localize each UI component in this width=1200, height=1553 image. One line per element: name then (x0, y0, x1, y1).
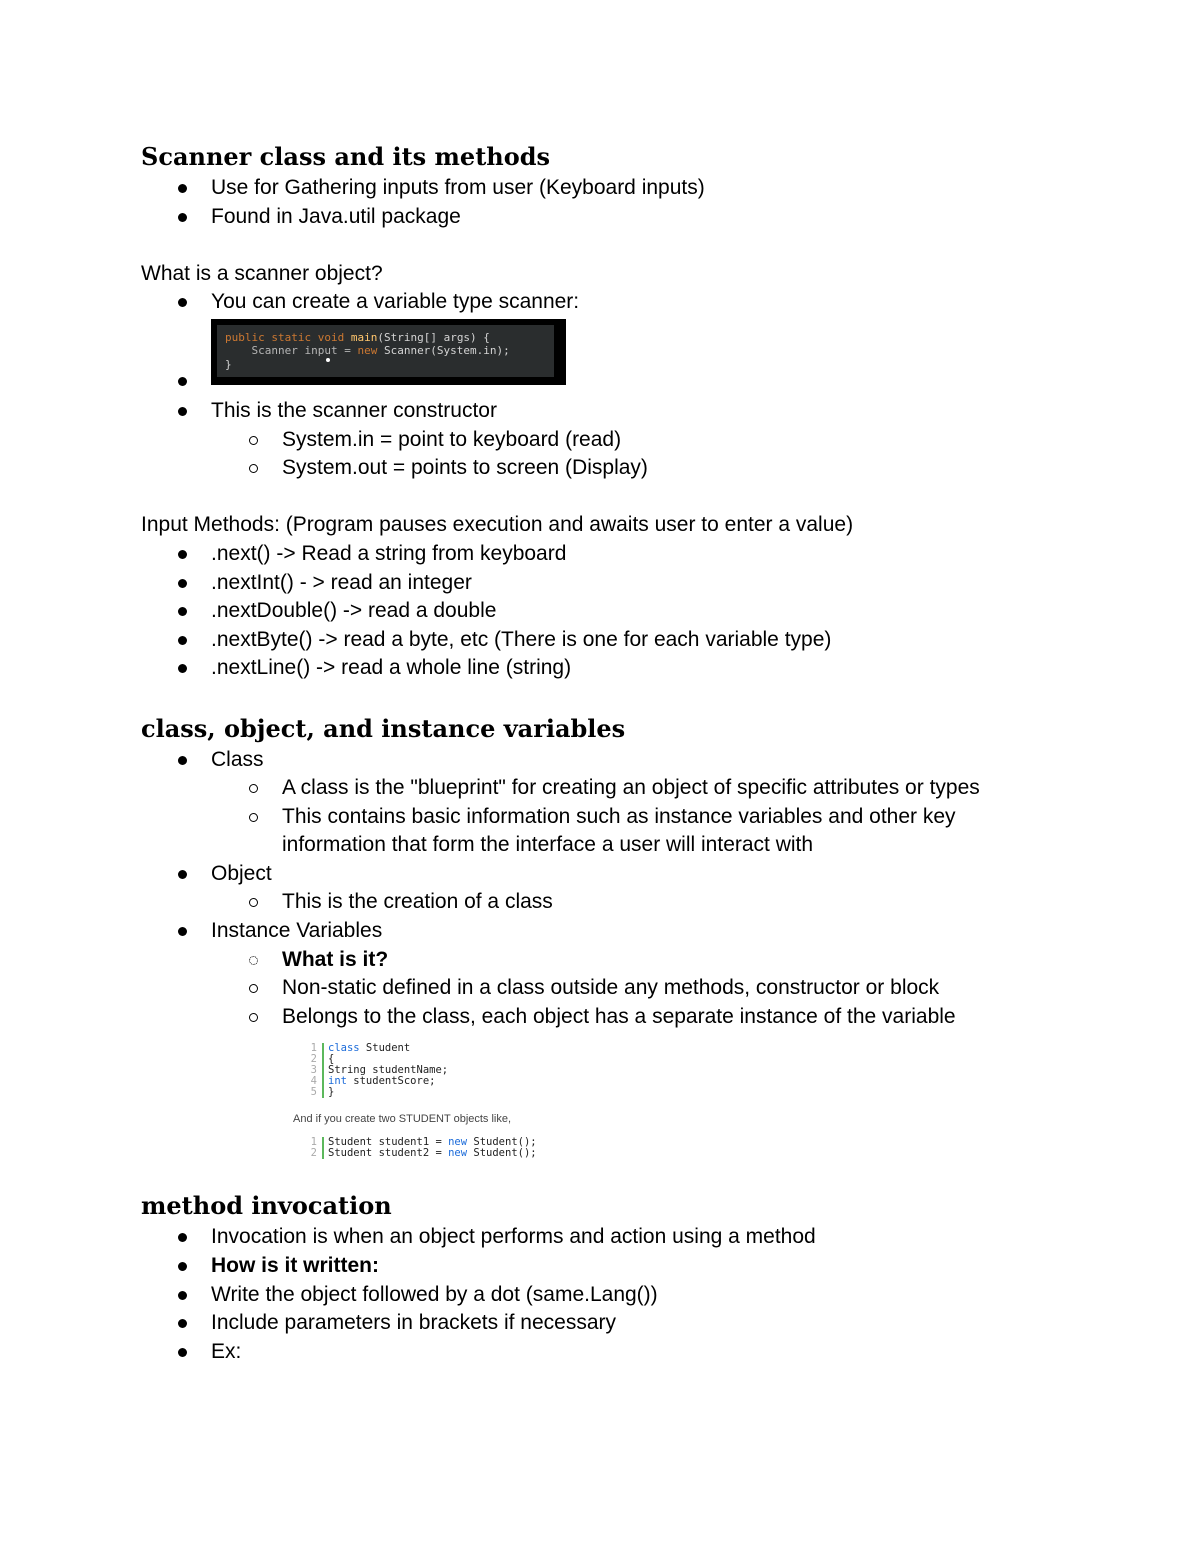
list-item: .nextInt() - > read an integer (141, 569, 1041, 598)
section-heading-class-object: class, object, and instance variables (141, 713, 626, 743)
list-item: Ex: (141, 1338, 1041, 1367)
hollow-bullet-icon (249, 956, 258, 965)
list-item: This is the creation of a class (141, 888, 1041, 917)
list-item: .next() -> Read a string from keyboard (141, 540, 1041, 569)
list-item: Include parameters in brackets if necessary (141, 1309, 1041, 1338)
list-item: Instance Variables (141, 917, 1041, 946)
code-screenshot-student (293, 1042, 565, 1163)
mouse-cursor-icon (326, 358, 330, 362)
list-item: .nextDouble() -> read a double (141, 597, 1041, 626)
bullet-icon (178, 1262, 187, 1271)
list-item: What is it? (141, 946, 1041, 975)
bullet-icon (178, 550, 187, 559)
code-block: public static void main(String[] args) { Scanner input = new Scanner(System.in); } (225, 330, 510, 371)
list-item: .nextLine() -> read a whole line (string) (141, 654, 1041, 683)
list-item: Use for Gathering inputs from user (Keyboard inputs) (141, 174, 1041, 203)
hollow-bullet-icon (249, 984, 258, 993)
input-methods-list (141, 540, 1041, 683)
scanner-question: What is a scanner object? (141, 261, 383, 285)
class-object-list (141, 746, 1041, 775)
bullet-icon (178, 407, 187, 416)
object-list (141, 860, 1041, 889)
code-block: class Student { String studentName; int studentScore; } (328, 1042, 449, 1099)
list-item: Object (141, 860, 1041, 889)
list-item: .nextByte() -> read a byte, etc (There is one for each variable type) (141, 626, 1041, 655)
bullet-icon (178, 213, 187, 222)
code-block: Student student1 = new Student(); Student student2 = new Student(); (328, 1136, 537, 1160)
bullet-icon (178, 1233, 187, 1242)
constructor-sub-list (141, 426, 1041, 483)
list-item: Found in Java.util package (141, 203, 1041, 232)
instance-variables-list (141, 917, 1041, 946)
input-methods-title: Input Methods: (Program pauses execution and awaits user to enter a value) (141, 513, 854, 537)
bullet-icon (178, 607, 187, 616)
list-item: A class is the "blueprint" for creating an object of specific attributes or types (141, 774, 1041, 803)
hollow-bullet-icon (249, 1013, 258, 1022)
bullet-icon (178, 1348, 187, 1357)
bullet-icon (178, 1319, 187, 1328)
section-heading-scanner: Scanner class and its methods (141, 142, 551, 171)
hollow-bullet-icon (249, 784, 258, 793)
method-invocation-list (141, 1223, 1041, 1366)
instance-variables-sub-list (141, 946, 1041, 1032)
object-sub-list (141, 888, 1041, 917)
class-sub-list (141, 774, 1041, 860)
code-caption: And if you create two STUDENT objects like, (293, 1113, 512, 1126)
section-heading-method-invocation: method invocation (141, 1191, 392, 1221)
bullet-icon (178, 927, 187, 936)
bullet-icon (178, 377, 187, 386)
list-item: How is it written: (141, 1252, 1041, 1281)
document-page (141, 140, 1041, 1366)
bullet-icon (178, 756, 187, 765)
bullet-icon (178, 636, 187, 645)
list-item: System.in = point to keyboard (read) (141, 426, 1041, 455)
list-item: You can create a variable type scanner: (141, 288, 1041, 317)
bullet-icon (178, 298, 187, 307)
list-item: Belongs to the class, each object has a separate instance of the variable (141, 1003, 1041, 1032)
hollow-bullet-icon (249, 813, 258, 822)
hollow-bullet-icon (249, 436, 258, 445)
line-numbers: 1 2 3 4 5 (310, 1042, 317, 1099)
bullet-icon (178, 579, 187, 588)
bullet-icon (178, 664, 187, 673)
list-item: Invocation is when an object performs and action using a method (141, 1223, 1041, 1252)
list-item: This contains basic information such as instance variables and other key information that form the interface a user will interact with (141, 803, 1041, 860)
list-item: Class (141, 746, 1041, 775)
bullet-icon (178, 870, 187, 879)
bullet-icon (178, 1291, 187, 1300)
list-item-code-image (141, 317, 1041, 397)
scanner-object-list (141, 288, 1041, 425)
list-item: System.out = points to screen (Display) (141, 454, 1041, 483)
scanner-bullet-list (141, 174, 1041, 231)
line-numbers: 1 2 (310, 1136, 317, 1160)
bullet-icon (178, 184, 187, 193)
list-item: Non-static defined in a class outside any methods, constructor or block (141, 974, 1041, 1003)
hollow-bullet-icon (249, 898, 258, 907)
hollow-bullet-icon (249, 464, 258, 473)
list-item: This is the scanner constructor (141, 397, 1041, 426)
code-screenshot-scanner (211, 319, 566, 385)
list-item: Write the object followed by a dot (same.Lang()) (141, 1281, 1041, 1310)
